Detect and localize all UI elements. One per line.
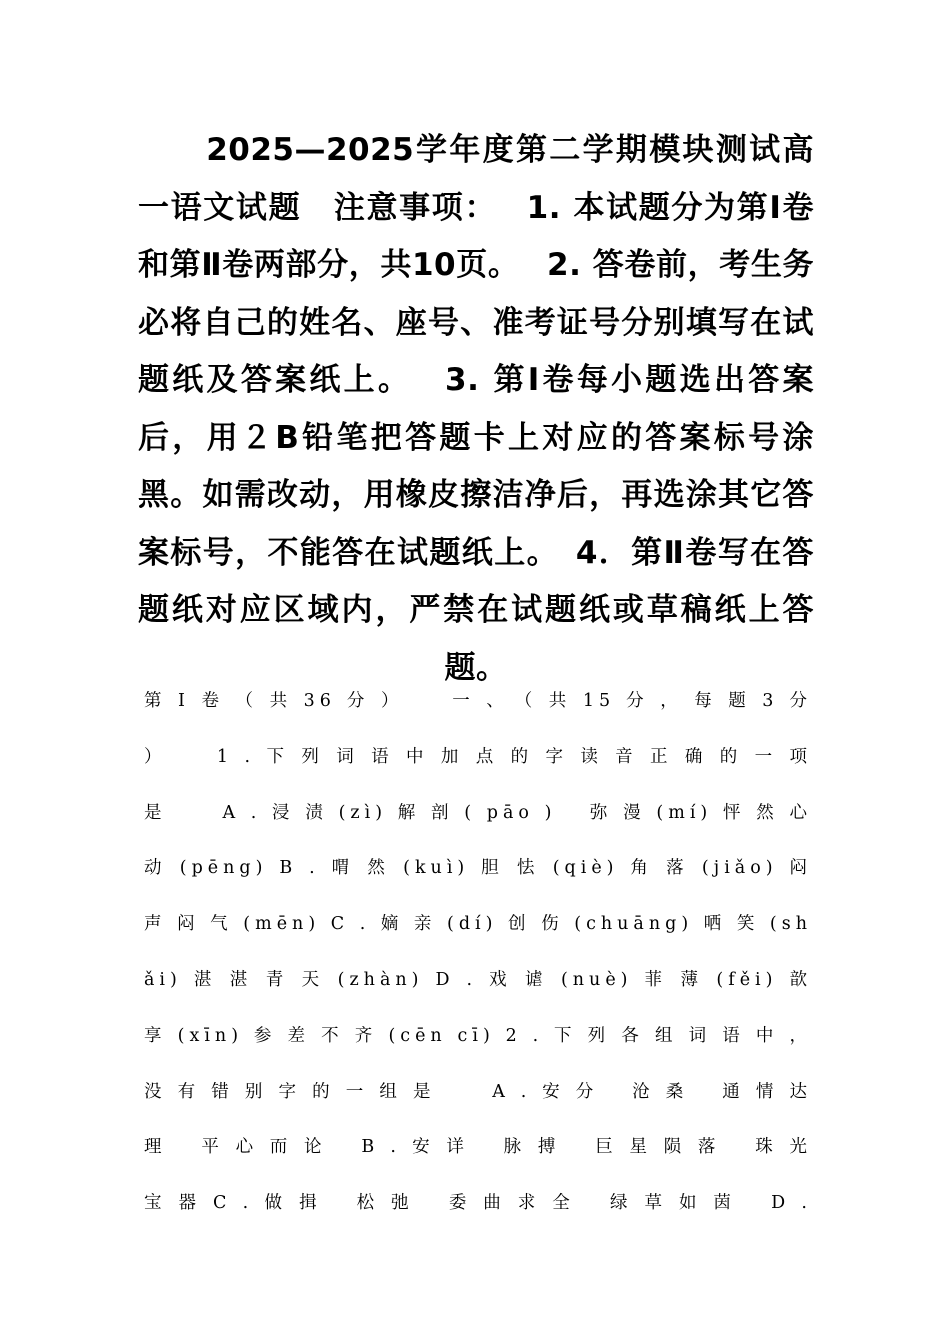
exam-title-and-instructions: 2025—2025学年度第二学期模块测试高一语文试题 注意事项： 1. 本试题分为第Ⅰ卷和第Ⅱ卷两部分，共10页。 2. 答卷前，考生务必将自己的姓名、座号、准考证号分别填写在试题纸及答案纸上。 3. 第Ⅰ卷每小题选出答案后，用２B铅笔把答题卡上对应的答案标号涂黑。如需改动，用橡皮擦洁净后，再选涂其它答案标号，不能答在试题纸上。 4．第Ⅱ卷写在答题纸对应区域内，严禁在试题纸或草稿纸上答题。: [138, 132, 814, 686]
exam-questions-text: 第 Ⅰ 卷 （ 共 36 分 ） 一 、 （ 共 15 分 ， 每 题 3 分 ） 1 . 下 列 词 语 中 加 点 的 字 读 音 正 确 的 一 项 是 A . 浸 渍 (zì) 解 剖 ( pāo ) 弥 漫 (mí) 怦 然 心 动 (pēng) B . 喟 然 (kuì) 胆 怯 (qiè) 角 落 (jiǎo) 闷 声 闷 气 (mēn) C . 嫡 亲 (dí) 创 伤 (chuāng) 哂 笑 (shǎi) 湛 湛 青 天 (zhàn) D . 戏 谑 (nuè) 菲 薄 (fěi) 歆 享 (xīn) 参 差 不 齐 (cēn cī) 2 . 下 列 各 组 词 语 中 ， 没 有 错 别 字 的 一 组 是 A . 安 分 沧 桑 通 情 达 理 平 心 而 论 B . 安 详 脉 搏 巨 星 陨 落 珠 光 宝 器 C . 做 揖 松 弛 委 曲 求 全 绿 草 如 茵 D .: [144, 691, 812, 1214]
